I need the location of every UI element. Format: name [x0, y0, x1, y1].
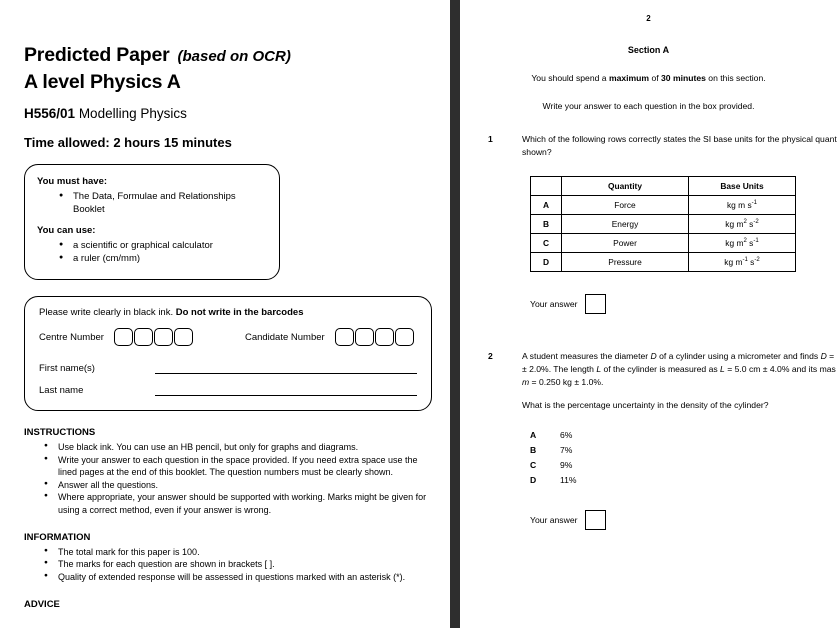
list-item: ● Use black ink. You can use an HB pencil, but only for graphs and diagrams. [44, 441, 430, 453]
page-number: 2 [646, 14, 651, 23]
page-title: Predicted Paper [24, 44, 170, 66]
list-item: ● Where appropriate, your answer should be supported with working. Marks might be given for using a correct method, even if your answer is wrong. [44, 491, 430, 515]
centre-number-cell[interactable] [174, 328, 193, 346]
candidate-number-label: Candidate Number [244, 331, 325, 343]
question-stem-line: ± 2.0%. The length L of the cylinder is measured as L = 5.0 cm ± 4.0% and its mas [522, 364, 836, 374]
centre-number-cell[interactable] [114, 328, 133, 346]
list-item: ● The marks for each question are shown in brackets [ ]. [44, 558, 430, 570]
candidate-number-cell[interactable] [335, 328, 354, 346]
information-list [24, 546, 430, 584]
information-heading: INFORMATION [24, 531, 91, 543]
candidate-number-input[interactable] [335, 328, 414, 346]
row-key: B [531, 215, 562, 234]
option-key: C [530, 460, 537, 470]
answer-label: Your answer [530, 299, 578, 309]
list-item: ● a scientific or graphical calculator [59, 239, 267, 252]
time-allowed: Time allowed: 2 hours 15 minutes [24, 135, 232, 150]
barcode-note-plain: Please write clearly in black ink. [39, 307, 174, 318]
question-stem-line: m = 0.250 kg ± 1.0%. [522, 377, 604, 387]
list-item: ● Answer all the questions. [44, 479, 430, 491]
answer-box[interactable] [585, 510, 606, 530]
option-key: D [530, 475, 537, 485]
timing-before: You should spend a [531, 73, 609, 83]
table-header-units: Base Units [689, 177, 796, 196]
can-use-list [37, 239, 267, 265]
requirements-box [24, 164, 280, 280]
instructions-heading: INSTRUCTIONS [24, 427, 96, 438]
row-key: D [531, 253, 562, 272]
row-key: C [531, 234, 562, 253]
row-quantity: Force [562, 196, 689, 215]
first-names-field[interactable] [155, 362, 417, 374]
candidate-details-box [24, 296, 432, 411]
row-units: kg $m^2$ $s^{-2}$ [689, 215, 796, 234]
section-timing-line [460, 73, 837, 83]
option-text: 9% [560, 460, 573, 470]
first-names-row [39, 362, 417, 374]
options-list [530, 428, 837, 488]
option-row[interactable] [530, 428, 837, 443]
page-gutter-divider [450, 0, 460, 628]
must-have-heading: You must have: [37, 176, 108, 187]
answer-label: Your answer [530, 515, 578, 525]
centre-number-label: Centre Number [39, 331, 104, 343]
paper-subject: A level Physics A [24, 71, 181, 93]
question-stem-line: Which of the following rows correctly states the SI base units for the physical quant [522, 134, 837, 144]
timing-maximum: maximum [608, 73, 650, 83]
row-units: kg $m^{-1}$ $s^{-2}$ [689, 253, 796, 272]
si-base-units-table [530, 176, 796, 272]
last-name-field[interactable] [155, 384, 417, 396]
question-2 [460, 350, 837, 530]
answer-row [530, 510, 837, 530]
question-stem-line: shown? [522, 147, 552, 157]
question-prompt: What is the percentage uncertainty in the density of the cylinder? [522, 400, 769, 410]
barcode-note [39, 307, 417, 318]
list-item: ● The total mark for this paper is 100. [44, 546, 430, 558]
option-text: 11% [560, 475, 577, 485]
advice-heading: ADVICE [24, 599, 60, 611]
question-number: 1 [488, 134, 493, 144]
paper-title-row [24, 44, 430, 67]
list-item: ● The Data, Formulae and Relationships Booklet [59, 190, 267, 216]
barcode-note-bold: Do not write in the barcodes [175, 307, 304, 318]
question-1 [460, 133, 837, 314]
row-quantity: Energy [562, 215, 689, 234]
option-key: B [530, 445, 537, 455]
last-name-label: Last name [39, 385, 84, 396]
timing-after: on this section. [705, 73, 766, 83]
centre-number-cell[interactable] [154, 328, 173, 346]
option-row[interactable] [530, 458, 837, 473]
table-row [531, 215, 796, 234]
option-row[interactable] [530, 473, 837, 488]
list-item: ● Quality of extended response will be assessed in questions marked with an asterisk (*). [44, 571, 430, 583]
paper-title-note: (based on OCR) [177, 48, 291, 65]
paper-component-name: Modelling Physics [78, 106, 187, 121]
centre-number-cell[interactable] [134, 328, 153, 346]
row-quantity: Power [562, 234, 689, 253]
option-key: A [530, 430, 537, 440]
section-title: Section A [627, 45, 670, 55]
row-units: kg $m^2$ $s^{-1}$ [689, 234, 796, 253]
table-row [531, 196, 796, 215]
option-text: 7% [560, 445, 573, 455]
candidate-number-cell[interactable] [395, 328, 414, 346]
must-have-list [37, 190, 267, 216]
paper-code-row [24, 106, 430, 121]
centre-number-input[interactable] [114, 328, 193, 346]
can-use-heading: You can use: [37, 225, 96, 236]
timing-middle: of [649, 73, 662, 83]
first-names-label: First name(s) [39, 363, 95, 374]
table-header-row [531, 177, 796, 196]
section-instruction-line: Write your answer to each question in the box provided. [542, 101, 755, 111]
row-quantity: Pressure [562, 253, 689, 272]
option-row[interactable] [530, 443, 837, 458]
candidate-number-cell[interactable] [375, 328, 394, 346]
list-item: ● a ruler (cm/mm) [59, 252, 267, 265]
table-header-quantity: Quantity [562, 177, 689, 196]
list-item: ● Write your answer to each question in the space provided. If you need extra space use the lined pages at the end of this booklet. The question numbers must be clearly shown. [44, 454, 430, 478]
table-row [531, 253, 796, 272]
answer-box[interactable] [585, 294, 606, 314]
table-header-key [531, 177, 562, 196]
table-row [531, 234, 796, 253]
answer-row [530, 294, 837, 314]
paper-code: H556/01 [24, 106, 76, 121]
row-key: A [531, 196, 562, 215]
row-units: kg m $s^{-1}$ [689, 196, 796, 215]
question-number: 2 [488, 351, 493, 361]
page-right [460, 0, 837, 628]
timing-duration: 30 minutes [661, 73, 706, 83]
candidate-number-cell[interactable] [355, 328, 374, 346]
last-name-row [39, 384, 417, 396]
question-stem-line: A student measures the diameter D of a cylinder using a micrometer and finds D = [522, 351, 835, 361]
option-text: 6% [560, 430, 573, 440]
instructions-list [24, 441, 430, 516]
number-entry-row [39, 328, 417, 346]
